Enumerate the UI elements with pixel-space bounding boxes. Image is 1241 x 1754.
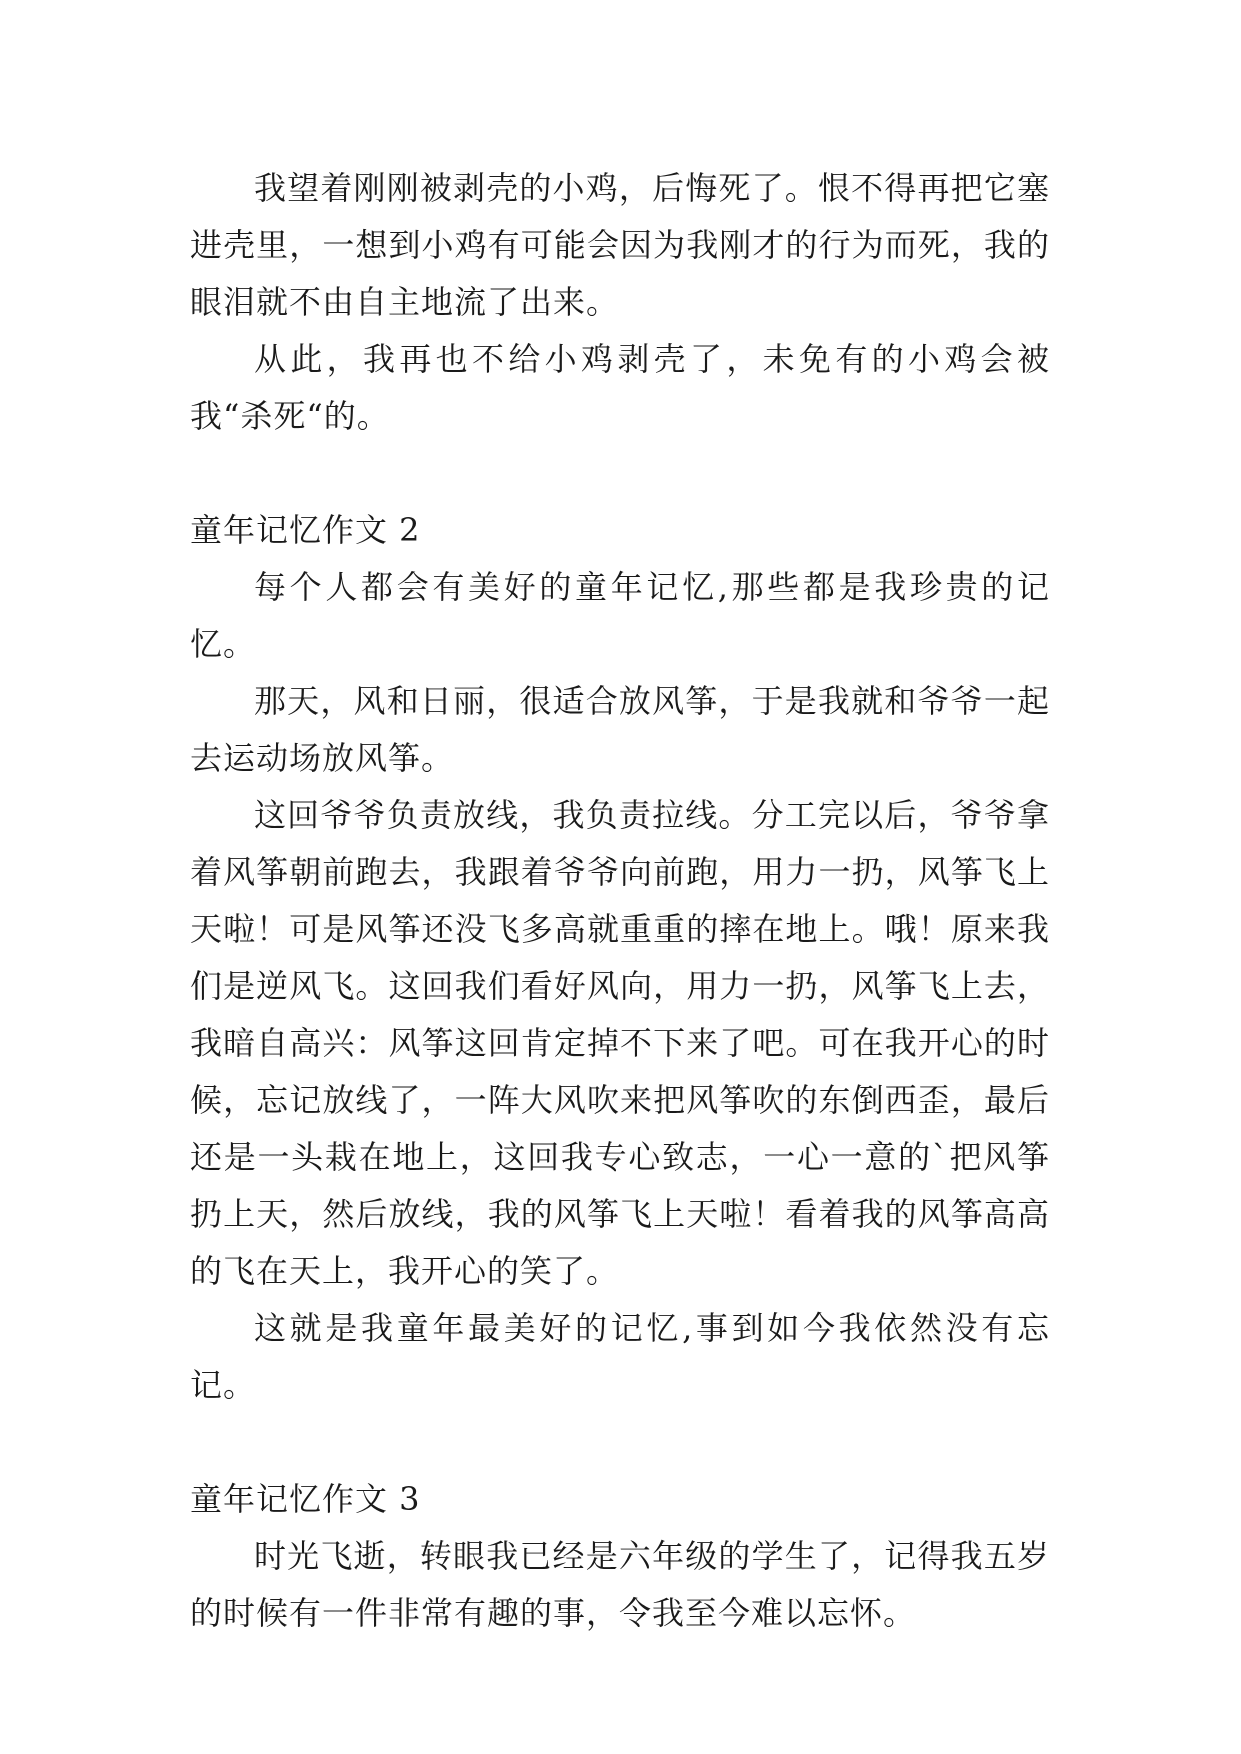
section-title: 童年记忆作文 3 xyxy=(190,1480,421,1518)
paragraph: 那天，风和日丽，很适合放风筝，于是我就和爷爷一起去运动场放风筝。 xyxy=(190,682,1050,777)
document-page xyxy=(190,160,1050,1642)
paragraph: 我望着刚刚被剥壳的小鸡，后悔死了。恨不得再把它塞进壳里，一想到小鸡有可能会因为我刚才的行为而死，我的眼泪就不由自主地流了出来。 xyxy=(190,169,1050,321)
section-gap xyxy=(190,445,1050,502)
paragraph: 时光飞逝，转眼我已经是六年级的学生了，记得我五岁的时候有一件非常有趣的事，令我至今难以忘怀。 xyxy=(190,1537,1050,1632)
section-title: 童年记忆作文 2 xyxy=(190,511,421,549)
paragraph: 每个人都会有美好的童年记忆,那些都是我珍贵的记忆。 xyxy=(190,568,1050,663)
paragraph: 这就是我童年最美好的记忆,事到如今我依然没有忘记。 xyxy=(190,1309,1050,1404)
section-gap xyxy=(190,1414,1050,1471)
paragraph: 从此，我再也不给小鸡剥壳了，未免有的小鸡会被我“杀死“的。 xyxy=(190,340,1050,435)
paragraph: 这回爷爷负责放线，我负责拉线。分工完以后，爷爷拿着风筝朝前跑去，我跟着爷爷向前跑，用力一扔，风筝飞上天啦！可是风筝还没飞多高就重重的摔在地上。哦！原来我们是逆风飞。这回我们看好风向，用力一扔，风筝飞上去，我暗自高兴：风筝这回肯定掉不下来了吧。可在我开心的时候，忘记放线了，一阵大风吹来把风筝吹的东倒西歪，最后还是一头栽在地上，这回我专心致志，一心一意的`把风筝扔上天，然后放线，我的风筝飞上天啦！看着我的风筝高高的飞在天上，我开心的笑了。 xyxy=(190,796,1050,1290)
